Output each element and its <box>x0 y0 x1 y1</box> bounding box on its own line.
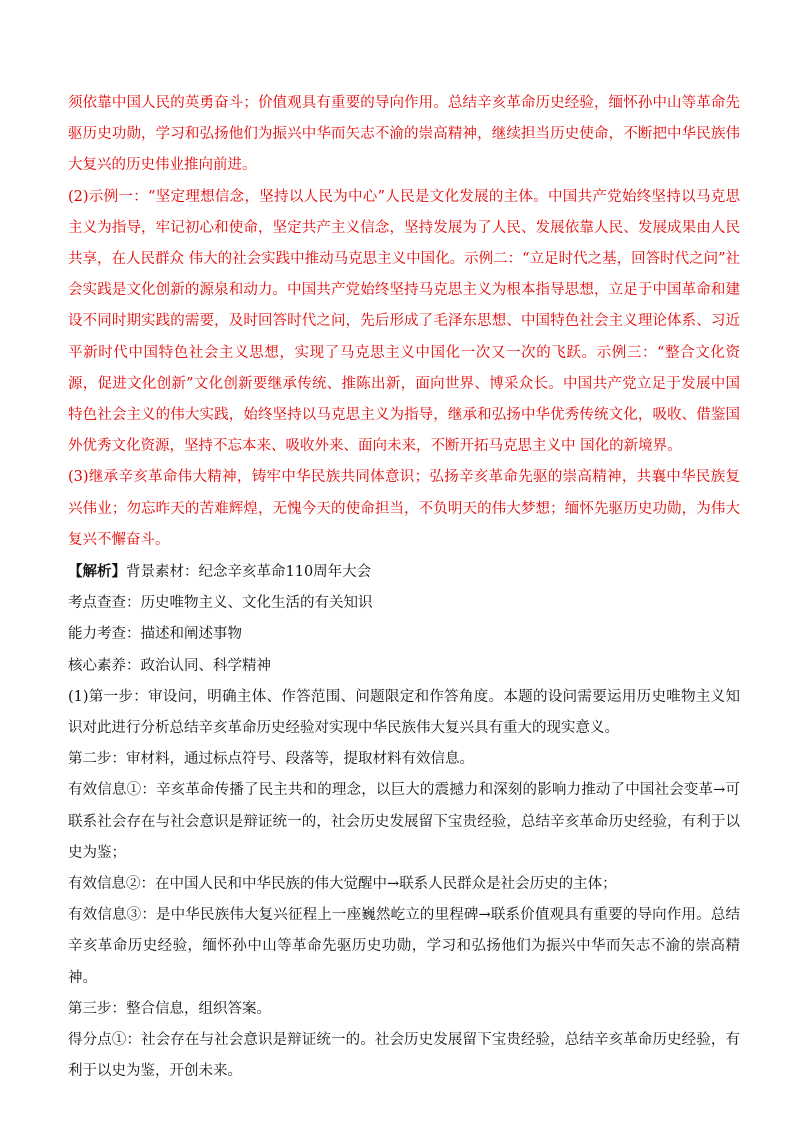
analysis-step1: (1)第一步：审设问，明确主体、作答范围、问题限定和作答角度。本题的设问需要运用历史唯物主义知识对此进行分析总结辛亥革命历史经验对实现中华民族伟大复兴具有重大的现实意义。 <box>68 688 740 737</box>
analysis-point1: 得分点①：社会存在与社会意识是辩证统一的。社会历史发展留下宝贵经验，总结辛亥革命历史经验，有利于以史为鉴，开创未来。 <box>68 1032 740 1080</box>
analysis-label: 【解析】 <box>68 563 126 581</box>
analysis-info3: 有效信息③：是中华民族伟大复兴征程上一座巍然屹立的里程碑→联系价值观具有重要的导向作用。总结辛亥革命历史经验，缅怀孙中山等革命先驱历史功勋，学习和弘扬他们为振兴中华而矢志不渝的崇高精神。 <box>68 907 740 986</box>
analysis-background: 背景素材：纪念辛亥革命110周年大会 <box>126 564 372 581</box>
document-page <box>68 88 740 1088</box>
analysis-info2: 有效信息②：在中国人民和中华民族的伟大觉醒中→联系人民群众是社会历史的主体； <box>68 876 617 893</box>
analysis-step3: 第三步：整合信息，组织答案。 <box>68 1000 271 1017</box>
analysis-nengli: 能力考查：描述和阐述事物 <box>68 626 242 643</box>
analysis-kaodian: 考点查查：历史唯物主义、文化生活的有关知识 <box>68 595 373 612</box>
analysis-step2: 第二步：审材料，通过标点符号、段落等，提取材料有效信息。 <box>68 751 474 768</box>
analysis-background-line <box>68 556 740 588</box>
answer-part-2: (2)示例一：“坚定理想信念，坚持以人民为中心”人民是文化发展的主体。中国共产党始终坚持以马克思主义为指导，牢记初心和使命，坚定共产主义信念，坚持发展为了人民、发展依靠人民、发展成果由人民共享，在人民群众 伟大的社会实践中推动马克思主义中国化。示例二：“立足时代之基，回答时代之问”社会实践是文化创新的源泉和动力。中国共产党始终坚持马克思主义为根本指导思想，立足于中国革命和建设不同时期实践的需要，及时回答时代之问，先后形成了毛泽东思想、中国特色社会主义理论体系、习近平新时代中国特色社会主义思想，实现了马克思主义中国化一次又一次的飞跃。示例三：“整合文化资源，促进文化创新”文化创新要继承传统、推陈出新，面向世界、博采众长。中国共产党立足于发展中国特色社会主义的伟大实践，始终坚持以马克思主义为指导，继承和弘扬中华优秀传统文化，吸收、借鉴国外优秀文化资源，坚持不忘本来、吸收外来、面向未来，不断开拓马克思主义中 国化的新境界。 <box>68 188 740 455</box>
analysis-info1: 有效信息①：辛亥革命传播了民主共和的理念，以巨大的震撼力和深刻的影响力推动了中国社会变革→可联系社会存在与社会意识是辩证统一的，社会历史发展留下宝贵经验，总结辛亥革命历史经验，有利于以史为鉴； <box>68 782 740 861</box>
answer-continuation: 须依靠中国人民的英勇奋斗；价值观具有重要的导向作用。总结辛亥革命历史经验，缅怀孙中山等革命先驱历史功勋，学习和弘扬他们为振兴中华而矢志不渝的崇高精神，继续担当历史使命，不断把中华民族伟大复兴的历史伟业推向前进。 <box>68 95 740 174</box>
answer-part-3: (3)继承辛亥革命伟大精神，铸牢中华民族共同体意识；弘扬辛亥革命先驱的崇高精神，共襄中华民族复兴伟业；勿忘昨天的苦难辉煌，无愧今天的使命担当，不负明天的伟大梦想；缅怀先驱历史功勋，为伟大复兴不懈奋斗。 <box>68 469 740 548</box>
analysis-hexin: 核心素养：政治认同、科学精神 <box>68 657 271 674</box>
